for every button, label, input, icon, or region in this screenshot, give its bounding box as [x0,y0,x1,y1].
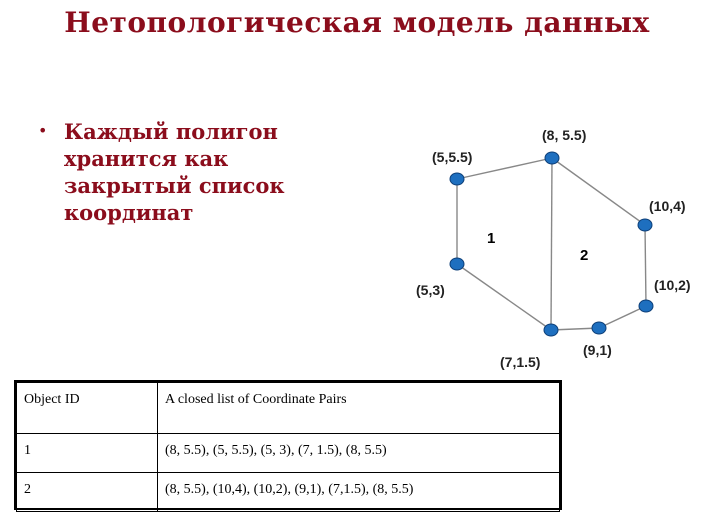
polygon-edge [599,306,646,328]
vertex-node [450,173,464,185]
polygon-edge [457,264,551,330]
coordinate-table [14,380,562,510]
table-header-coordinates: A closed list of Coordinate Pairs [158,383,560,434]
polygon-label-1: 1 [487,230,496,247]
vertex-label: (9,1) [583,342,612,358]
vertex-label: (8, 5.5) [542,127,587,143]
vertex-node [544,324,558,336]
bullet-text: Каждый полигон хранится как закрытый список координат [64,119,285,225]
polygon-labels [487,230,588,264]
table-row [17,434,560,473]
table-header-row [17,383,560,434]
table-row [17,473,560,512]
polygon-label-2: 2 [580,247,589,264]
vertex-node [545,152,559,164]
vertex-label: (10,4) [649,198,686,214]
table-cell-coordinates: (8, 5.5), (10,4), (10,2), (9,1), (7,1.5), (8, 5.5) [158,473,560,512]
vertex-label: (5,3) [416,282,445,298]
vertex-label: (7,1.5) [500,354,541,370]
polygon-edge [645,225,646,306]
polygon-edges [457,158,646,330]
table-header-object-id: Object ID [17,383,158,434]
bullet-dot-icon: • [38,121,48,140]
vertex-label: (5,5.5) [432,149,473,165]
polygon-edge [551,158,552,330]
polygon-edge [552,158,645,225]
table-cell-id: 2 [17,473,158,512]
vertex-node [450,258,464,270]
table-cell-id: 1 [17,434,158,473]
table-cell-coordinates: (8, 5.5), (5, 5.5), (5, 3), (7, 1.5), (8, 5.5) [158,434,560,473]
vertex-node [592,322,606,334]
vertex-node [639,300,653,312]
vertex-label: (10,2) [654,277,691,293]
vertex-node [638,219,652,231]
slide-title: Нетопологическая модель данных [64,6,650,39]
